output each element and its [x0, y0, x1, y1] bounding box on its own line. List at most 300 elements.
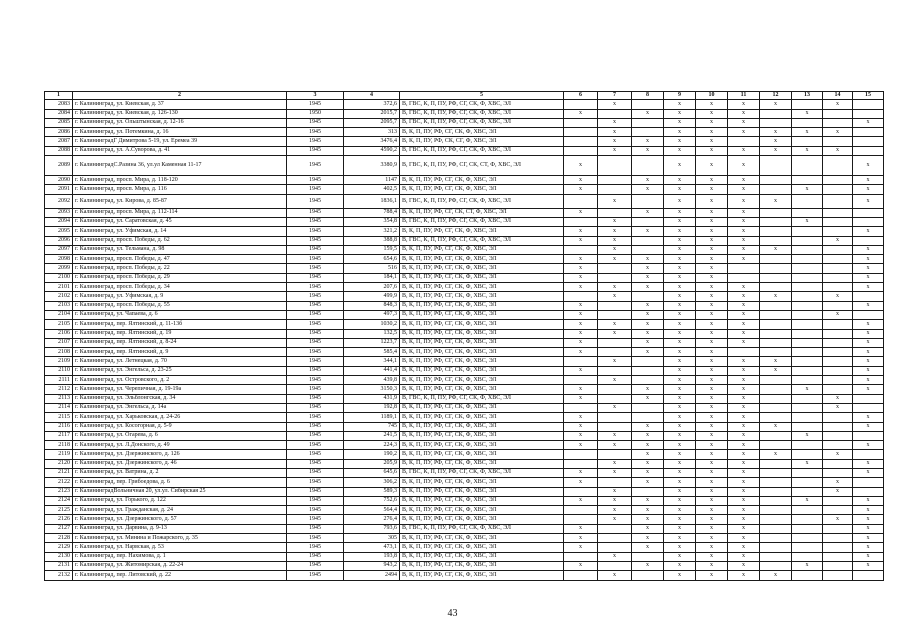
year-cell: 1945 — [287, 459, 344, 468]
mark-cell: х — [696, 524, 728, 533]
mark-cell — [853, 403, 884, 412]
row-id: 2129 — [45, 543, 73, 552]
systems-cell: В, К, П, ПУ, РФ, СГ, СК, Ф, ХВС, ЭЛ — [400, 431, 564, 440]
year-cell: 1945 — [287, 100, 344, 109]
mark-cell: х — [632, 255, 664, 264]
mark-cell: х — [696, 496, 728, 505]
address-cell: г. Калининград, ул. Житомирская, д. 22-24 — [73, 561, 287, 570]
mark-cell — [792, 292, 823, 301]
mark-cell: х — [728, 301, 760, 310]
mark-cell: х — [696, 109, 728, 118]
mark-cell — [598, 543, 632, 552]
row-id: 2115 — [45, 413, 73, 422]
mark-cell — [792, 320, 823, 329]
area-cell: 3476,4 — [344, 137, 400, 146]
mark-cell: х — [664, 366, 696, 375]
address-cell: г. Калининград, пер. Ялтинский, д. 11-13б — [73, 320, 287, 329]
systems-cell: В, ГВС, К, П, ПУ, РФ, СГ, СК, Ф, ХВС, ЭЛ — [400, 109, 564, 118]
row-id: 2103 — [45, 301, 73, 310]
mark-cell — [564, 146, 598, 155]
table-row — [45, 478, 884, 487]
mark-cell — [760, 524, 792, 533]
mark-cell: х — [632, 534, 664, 543]
address-cell: г. Калининград, пер. Ялтинский, д. 9 — [73, 348, 287, 357]
mark-cell: х — [564, 283, 598, 292]
mark-cell: х — [728, 176, 760, 185]
mark-cell: х — [564, 385, 598, 394]
mark-cell — [598, 478, 632, 487]
area-cell: 1189,1 — [344, 413, 400, 422]
mark-cell: х — [598, 459, 632, 468]
mark-cell: х — [664, 128, 696, 137]
mark-cell: х — [696, 506, 728, 515]
table-row — [45, 441, 884, 450]
address-cell: г. Калининград, ул. Потемкина, д. 16 — [73, 128, 287, 137]
row-id: 2100 — [45, 273, 73, 282]
area-cell: 276,4 — [344, 515, 400, 524]
mark-cell — [823, 217, 853, 226]
mark-cell: х — [696, 413, 728, 422]
area-cell: 193,8 — [344, 552, 400, 561]
table-row — [45, 487, 884, 496]
mark-cell: х — [664, 506, 696, 515]
mark-cell — [760, 506, 792, 515]
mark-cell — [760, 441, 792, 450]
row-id: 2116 — [45, 422, 73, 431]
mark-cell: х — [632, 496, 664, 505]
mark-cell — [823, 571, 853, 580]
mark-cell — [853, 217, 884, 226]
area-cell: 473,1 — [344, 543, 400, 552]
mark-cell: х — [696, 394, 728, 403]
mark-cell — [564, 487, 598, 496]
mark-cell — [728, 273, 760, 282]
mark-cell: х — [664, 264, 696, 273]
systems-cell: В, К, П, ПУ, РФ, СГ, СК, Ф, ХВС, ЭЛ — [400, 176, 564, 185]
mark-cell: х — [728, 413, 760, 422]
mark-cell: х — [564, 413, 598, 422]
page-number: 43 — [447, 608, 458, 619]
address-cell: г. Калининград, просп. Победы, д. 47 — [73, 255, 287, 264]
row-id: 2117 — [45, 431, 73, 440]
mark-cell — [792, 301, 823, 310]
row-id: 2128 — [45, 534, 73, 543]
systems-cell: В, К, П, ПУ, РФ, СГ, СК, Ф, ХВС, ЭЛ — [400, 385, 564, 394]
mark-cell: х — [564, 176, 598, 185]
mark-cell: х — [632, 273, 664, 282]
mark-cell: х — [853, 176, 884, 185]
systems-cell: В, К, П, ПУ, РФ, СГ, СК, Ф, ХВС, ЭЛ — [400, 301, 564, 310]
mark-cell — [792, 478, 823, 487]
mark-cell: х — [598, 236, 632, 245]
mark-cell: х — [564, 310, 598, 319]
address-cell: г. Калининград, ул. Летнецкая, д. 70 — [73, 357, 287, 366]
mark-cell: х — [664, 273, 696, 282]
mark-cell: х — [598, 515, 632, 524]
mark-cell: х — [564, 301, 598, 310]
mark-cell — [564, 357, 598, 366]
mark-cell — [823, 137, 853, 146]
mark-cell: х — [728, 524, 760, 533]
mark-cell — [823, 468, 853, 477]
mark-cell: х — [564, 255, 598, 264]
row-id: 2089 — [45, 156, 73, 176]
mark-cell — [823, 413, 853, 422]
mark-cell — [598, 273, 632, 282]
table-row — [45, 320, 884, 329]
mark-cell — [632, 571, 664, 580]
mark-cell: х — [696, 217, 728, 226]
mark-cell — [823, 320, 853, 329]
column-number: 9 — [664, 92, 696, 100]
year-cell: 1945 — [287, 561, 344, 570]
table-row — [45, 450, 884, 459]
mark-cell: х — [696, 301, 728, 310]
mark-cell: х — [760, 292, 792, 301]
mark-cell: х — [760, 422, 792, 431]
mark-cell: х — [792, 128, 823, 137]
mark-cell — [632, 128, 664, 137]
column-number: 5 — [400, 92, 564, 100]
table-row — [45, 194, 884, 208]
table-row — [45, 376, 884, 385]
table-row — [45, 348, 884, 357]
mark-cell: х — [696, 292, 728, 301]
area-cell: 431,9 — [344, 394, 400, 403]
systems-cell: В, К, П, ПУ, РФ, СГ, СК, Ф, ХВС, ЭЛ — [400, 366, 564, 375]
table-row — [45, 571, 884, 580]
mark-cell: х — [564, 338, 598, 347]
row-id: 2126 — [45, 515, 73, 524]
mark-cell — [760, 534, 792, 543]
mark-cell: х — [792, 459, 823, 468]
table-row — [45, 236, 884, 245]
systems-cell: В, К, П, ПУ, РФ, СГ, СК, Ф, ХВС, ЭЛ — [400, 496, 564, 505]
address-cell: г. Калининград, пер. Грибоедова, д. 6 — [73, 478, 287, 487]
mark-cell: х — [664, 422, 696, 431]
mark-cell: х — [760, 194, 792, 208]
mark-cell: х — [598, 320, 632, 329]
table-row — [45, 403, 884, 412]
column-number: 14 — [823, 92, 853, 100]
mark-cell: х — [853, 441, 884, 450]
mark-cell: х — [728, 394, 760, 403]
mark-cell — [792, 100, 823, 109]
mark-cell — [760, 301, 792, 310]
year-cell: 1945 — [287, 431, 344, 440]
address-cell: г. Калининград, просп. Победы, д. 29 — [73, 273, 287, 282]
mark-cell — [853, 292, 884, 301]
year-cell: 1945 — [287, 283, 344, 292]
mark-cell — [792, 348, 823, 357]
area-cell: 402,5 — [344, 185, 400, 194]
year-cell: 1945 — [287, 552, 344, 561]
mark-cell — [823, 422, 853, 431]
year-cell: 1945 — [287, 441, 344, 450]
mark-cell — [823, 273, 853, 282]
row-id: 2119 — [45, 450, 73, 459]
area-cell: 654,6 — [344, 255, 400, 264]
area-cell: 190,2 — [344, 450, 400, 459]
mark-cell — [823, 156, 853, 176]
mark-cell: х — [728, 156, 760, 176]
address-cell: г. Калининград, пер. Ялтинский, д. 19 — [73, 329, 287, 338]
row-id: 2106 — [45, 329, 73, 338]
address-cell: г. Калининград, ул. Огарева, д. 6 — [73, 431, 287, 440]
area-cell: 192,8 — [344, 403, 400, 412]
mark-cell: х — [664, 561, 696, 570]
mark-cell — [853, 394, 884, 403]
mark-cell: х — [823, 478, 853, 487]
mark-cell: х — [664, 357, 696, 366]
mark-cell: х — [664, 468, 696, 477]
address-cell: г. Калининград, ул. Горького, д. 122 — [73, 496, 287, 505]
mark-cell — [823, 561, 853, 570]
mark-cell — [632, 552, 664, 561]
mark-cell: х — [664, 236, 696, 245]
mark-cell — [853, 100, 884, 109]
mark-cell: х — [696, 273, 728, 282]
column-number: 7 — [598, 92, 632, 100]
mark-cell: х — [728, 109, 760, 118]
address-cell: г. Калининград, ул. Гражданская, д. 24 — [73, 506, 287, 515]
year-cell: 1945 — [287, 506, 344, 515]
systems-cell: В, К, П, ПУ, РФ, СГ, СК, Ф, ХВС, ЭЛ — [400, 543, 564, 552]
mark-cell — [760, 338, 792, 347]
mark-cell — [598, 208, 632, 217]
mark-cell — [598, 534, 632, 543]
mark-cell: х — [664, 185, 696, 194]
mark-cell: х — [598, 571, 632, 580]
address-cell: г. КалининградГ Димитрова 5-19, ул. Еремеа 39 — [73, 137, 287, 146]
mark-cell — [598, 422, 632, 431]
mark-cell — [792, 245, 823, 254]
mark-cell: х — [853, 515, 884, 524]
table-row — [45, 301, 884, 310]
row-id: 2090 — [45, 176, 73, 185]
mark-cell: х — [598, 255, 632, 264]
systems-cell: В, К, П, ПУ, РФ, СГ, СК, Ф, ХВС, ЭЛ — [400, 348, 564, 357]
mark-cell: х — [632, 459, 664, 468]
row-id: 2123 — [45, 487, 73, 496]
mark-cell: х — [792, 561, 823, 570]
mark-cell — [760, 217, 792, 226]
year-cell: 1945 — [287, 403, 344, 412]
mark-cell: х — [728, 543, 760, 552]
mark-cell — [598, 366, 632, 375]
mark-cell — [564, 137, 598, 146]
row-id: 2104 — [45, 310, 73, 319]
mark-cell — [853, 208, 884, 217]
mark-cell — [598, 176, 632, 185]
mark-cell: х — [728, 441, 760, 450]
address-cell: г. Калининград, ул. Саратовская, д. 45 — [73, 217, 287, 226]
area-cell: 241,5 — [344, 431, 400, 440]
mark-cell: х — [696, 137, 728, 146]
address-cell: г. КалининградВольничная 20, ул.ул. Сибирская 25 — [73, 487, 287, 496]
mark-cell: х — [696, 468, 728, 477]
mark-cell: х — [728, 450, 760, 459]
row-id: 2124 — [45, 496, 73, 505]
row-id: 2091 — [45, 185, 73, 194]
mark-cell — [792, 283, 823, 292]
area-cell: 499,9 — [344, 292, 400, 301]
mark-cell: х — [696, 283, 728, 292]
address-cell: г. Калининград, ул. Черепичная, д. 19-19а — [73, 385, 287, 394]
systems-cell: В, ГВС, К, П, ПУ, РФ, СГ, СК, Ф, ХВС, ЭЛ — [400, 468, 564, 477]
mark-cell: х — [664, 348, 696, 357]
mark-cell: х — [664, 109, 696, 118]
mark-cell — [792, 194, 823, 208]
year-cell: 1945 — [287, 320, 344, 329]
mark-cell: х — [696, 422, 728, 431]
table-row — [45, 128, 884, 137]
mark-cell — [792, 264, 823, 273]
mark-cell: х — [664, 320, 696, 329]
mark-cell: х — [632, 524, 664, 533]
mark-cell — [564, 376, 598, 385]
table-row — [45, 137, 884, 146]
mark-cell: х — [823, 487, 853, 496]
mark-cell: х — [853, 422, 884, 431]
mark-cell: х — [664, 194, 696, 208]
address-cell: г. Калининград, просп. Мира, д. 118-120 — [73, 176, 287, 185]
area-cell: 207,6 — [344, 283, 400, 292]
mark-cell: х — [853, 468, 884, 477]
mark-cell: х — [564, 524, 598, 533]
table-row — [45, 310, 884, 319]
mark-cell — [564, 506, 598, 515]
systems-cell: В, К, П, ПУ, РФ, СГ, СК, Ф, ХВС, ЭЛ — [400, 506, 564, 515]
year-cell: 1945 — [287, 338, 344, 347]
table-row — [45, 552, 884, 561]
year-cell: 1945 — [287, 413, 344, 422]
mark-cell — [823, 506, 853, 515]
systems-cell: В, К, П, ПУ, РФ, СГ, СК, Ф, ХВС, ЭЛ — [400, 273, 564, 282]
year-cell: 1945 — [287, 273, 344, 282]
mark-cell: х — [792, 431, 823, 440]
mark-cell: х — [696, 118, 728, 127]
mark-cell — [823, 543, 853, 552]
mark-cell: х — [632, 348, 664, 357]
mark-cell: х — [598, 376, 632, 385]
mark-cell — [598, 561, 632, 570]
mark-cell: х — [564, 348, 598, 357]
mark-cell: х — [728, 487, 760, 496]
mark-cell: х — [728, 357, 760, 366]
mark-cell — [760, 478, 792, 487]
mark-cell — [792, 524, 823, 533]
mark-cell — [853, 146, 884, 155]
systems-cell: В, К, П, ПУ, РФ, СГ, СК, Ф, ХВС, ЭЛ — [400, 338, 564, 347]
systems-cell: В, К, П, ПУ, РФ, СГ, СК, Ф, ХВС, ЭЛ — [400, 245, 564, 254]
year-cell: 1945 — [287, 385, 344, 394]
mark-cell — [792, 487, 823, 496]
area-cell: 752,6 — [344, 496, 400, 505]
mark-cell: х — [728, 468, 760, 477]
mark-cell: х — [564, 496, 598, 505]
mark-cell — [632, 376, 664, 385]
mark-cell: х — [664, 413, 696, 422]
mark-cell — [632, 413, 664, 422]
area-cell: 159,5 — [344, 245, 400, 254]
mark-cell — [823, 431, 853, 440]
mark-cell — [823, 301, 853, 310]
mark-cell: х — [632, 441, 664, 450]
column-number: 4 — [344, 92, 400, 100]
address-cell: г. Калининград, просп. Победы, д. 34 — [73, 283, 287, 292]
mark-cell — [632, 403, 664, 412]
table-row — [45, 109, 884, 118]
row-id: 2101 — [45, 283, 73, 292]
mark-cell: х — [728, 385, 760, 394]
mark-cell: х — [853, 459, 884, 468]
mark-cell — [564, 217, 598, 226]
row-id: 2111 — [45, 376, 73, 385]
mark-cell: х — [598, 506, 632, 515]
mark-cell: х — [564, 561, 598, 570]
column-number: 1 — [45, 92, 73, 100]
year-cell: 1945 — [287, 366, 344, 375]
row-id: 2102 — [45, 292, 73, 301]
systems-cell: В, ГВС, К, П, ПУ, РФ, СГ, СК, Ф, ХВС, ЭЛ — [400, 394, 564, 403]
mark-cell: х — [696, 487, 728, 496]
mark-cell: х — [853, 194, 884, 208]
mark-cell: х — [696, 100, 728, 109]
address-cell: г. Калининград, ул. Киевская, д. 37 — [73, 100, 287, 109]
row-id: 2120 — [45, 459, 73, 468]
address-cell: г. Калининград, ул. А.Суворова, д. 41 — [73, 146, 287, 155]
systems-cell: В, К, П, ПУ, РФ, СГ, СК, Ф, ХВС, ЭЛ — [400, 185, 564, 194]
mark-cell: х — [728, 255, 760, 264]
row-id: 2088 — [45, 146, 73, 155]
mark-cell: х — [632, 431, 664, 440]
systems-cell: В, К, П, ПУ, РФ, СГ, СК, Ф, ХВС, ЭЛ — [400, 571, 564, 580]
mark-cell: х — [664, 394, 696, 403]
mark-cell — [853, 478, 884, 487]
mark-cell — [564, 571, 598, 580]
mark-cell: х — [853, 385, 884, 394]
table-row — [45, 357, 884, 366]
column-number: 13 — [792, 92, 823, 100]
area-cell: 793,6 — [344, 524, 400, 533]
mark-cell: х — [760, 366, 792, 375]
row-id: 2099 — [45, 264, 73, 273]
column-number: 10 — [696, 92, 728, 100]
mark-cell: х — [664, 403, 696, 412]
mark-cell — [564, 194, 598, 208]
mark-cell: х — [823, 450, 853, 459]
address-cell: г. Калининград, ул. Киевская, д. 126-130 — [73, 109, 287, 118]
area-cell: 848,3 — [344, 301, 400, 310]
address-cell: г. Калининград, ул. Энгельса, д. 23-25 — [73, 366, 287, 375]
mark-cell: х — [728, 310, 760, 319]
mark-cell: х — [853, 552, 884, 561]
row-id: 2125 — [45, 506, 73, 515]
address-cell: г. Калининград, пер. Нахимова, д. 1 — [73, 552, 287, 561]
mark-cell — [760, 394, 792, 403]
address-cell: г. Калининград, просп. Мира, д. 116 — [73, 185, 287, 194]
mark-cell: х — [792, 217, 823, 226]
mark-cell: х — [696, 194, 728, 208]
mark-cell: х — [760, 571, 792, 580]
mark-cell — [760, 156, 792, 176]
year-cell: 1945 — [287, 292, 344, 301]
mark-cell — [792, 534, 823, 543]
mark-cell: х — [664, 385, 696, 394]
mark-cell: х — [728, 128, 760, 137]
mark-cell: х — [760, 128, 792, 137]
